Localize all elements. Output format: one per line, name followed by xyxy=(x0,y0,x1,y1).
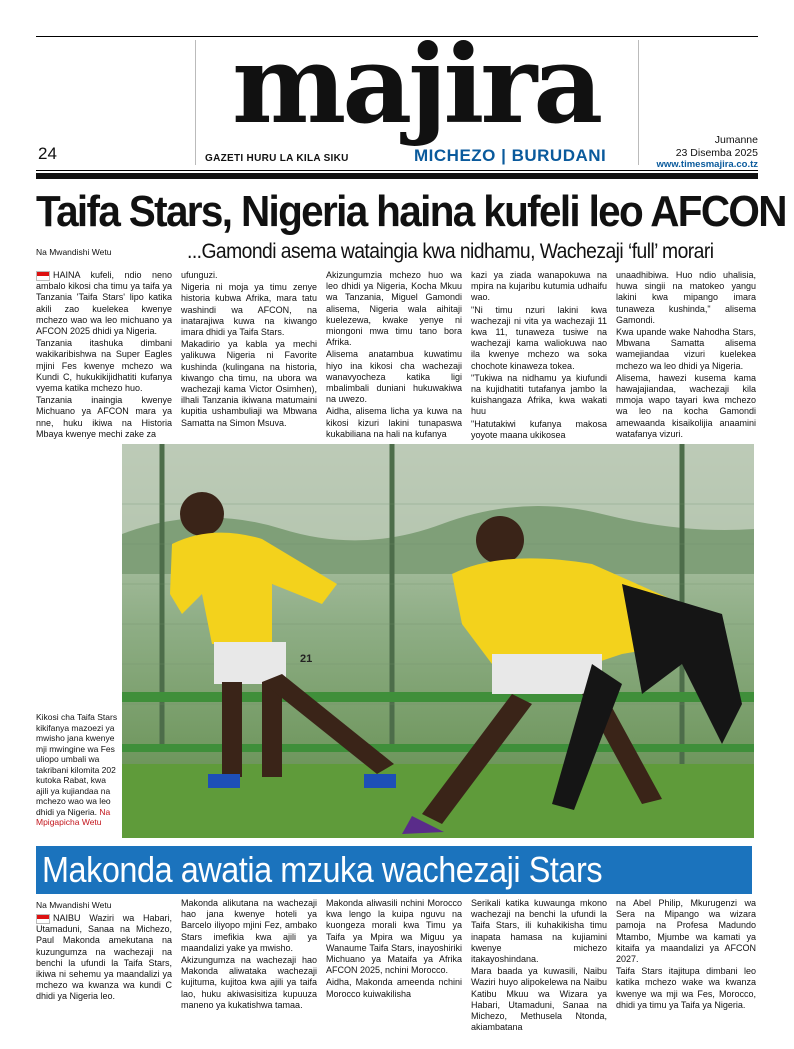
paragraph: Tanzania itashuka dimbani wakikaribishwa na Super Eagles mjini Fes kwenye mchezo wa Kundi C, hukukikijidhatiti kufanya vyema katika mchezo huo. xyxy=(36,338,172,394)
paragraph: Nigeria ni moja ya timu zenye historia kubwa Afrika, mara tatu washindi wa AFCON, na inatarajiwa kuwa na kiwango imara dhidi ya Taifa Stars. xyxy=(181,282,317,338)
shorts-number: 21 xyxy=(300,653,313,665)
story1-column-4 xyxy=(471,270,607,442)
masthead-divider-left xyxy=(195,40,196,165)
story1-subhead: ...Gamondi asema wataingia kwa nidhamu, Wachezaji ‘full’ morari xyxy=(187,240,714,263)
paragraph: kazi ya ziada wanapokuwa na mpira na kujaribu kutumia udhaifu wao. xyxy=(471,270,607,303)
story1-column-5 xyxy=(616,270,756,441)
tanzania-flag-icon xyxy=(36,271,50,281)
paragraph: Tanzania inaingia kwenye Michuano ya AFCON mara ya nne, huku ikiwa na Historia Mbaya kwenye mechi zake za xyxy=(36,395,172,439)
paragraph: ufunguzi. xyxy=(181,270,218,280)
training-photo xyxy=(122,444,754,838)
paragraph: Makonda alikutana na wachezaji hao jana kwenye hoteli ya Barcelo iliyopo mjini Fez, ambako Stars imefikia kwa ajili ya maandalizi yake ya mwisho. xyxy=(181,898,317,953)
caption-text: Kikosi cha Taifa Stars kikifanya mazoezi ya mwisho jana kwenye mji mwingine wa Fes uliopo umbali wa takribani kilomita 202 kutoka Rabat, kwa ajili ya kujiandaa na mchezo wao wa leo dhidi ya Nigeria. xyxy=(36,712,118,817)
story2-byline: Na Mwandishi Wetu xyxy=(36,900,112,910)
tanzania-flag-icon xyxy=(36,914,50,924)
story1-column-3 xyxy=(326,270,462,441)
paragraph: Kwa upande wake Nahodha Stars, Mbwana Samatta alisema wamejiandaa vizuri kuelekea mchezo wa leo dhidi ya Nigeria. xyxy=(616,327,756,371)
masthead-divider-right xyxy=(638,40,639,165)
paragraph: Akizungumzia mchezo huo wa leo dhidi ya Nigeria, Kocha Mkuu wa Tanzania, Miguel Gamondi alisema, Nigeria wala aihitaji kuelezewa, kwake yenye ni miongoni mwa timu tano bora Afrika. xyxy=(326,270,462,348)
paragraph: unaadhibiwa. Huo ndio uhalisia, huwa singii na matokeo yangu lakini kwa mipango imara tunaweza kushinda," alisema Gamondi. xyxy=(616,270,756,325)
paragraph: Makonda aliwasili nchini Morocco kwa lengo la kuipa nguvu na kuongeza morali kwa Timu ya Taifa ya Mpira wa Miguu ya Wanaume Taifa Stars, inayoshiriki Michuano ya Mataifa ya Afrika AFCON 2025, nchini Morocco. xyxy=(326,898,462,976)
story1-column-1 xyxy=(36,270,172,441)
paragraph: na Abel Philip, Mkurugenzi wa Sera na Mipango wa wizara pamoja na Profesa Madundo Mtambo, Mjumbe wa kamati ya kitaifa ya maandalizi ya AFCON 2027. xyxy=(616,898,756,965)
date-block xyxy=(656,134,758,172)
paragraph: "Hatutakiwi kufanya makosa yoyote maana ukikosea xyxy=(471,418,607,440)
story2-headline: Makonda awatia mzuka wachezaji Stars xyxy=(42,849,603,890)
photo-caption xyxy=(36,712,118,828)
issue-date: 23 Disemba 2025 xyxy=(675,146,758,159)
section-label: MICHEZO | BURUDANI xyxy=(414,146,607,165)
paragraph: Serikali katika kuwaunga mkono wachezaji na benchi la ufundi la Taifa Stars, ili kuhakikisha timu inapata hamasa na kujiamini kwenye michezo itakayoshindana. xyxy=(471,898,607,965)
paragraph: Akizungumza na wachezaji hao Makonda aliwataka wachezaji kujituma, kujitoa kwa ajili ya taifa lao, huku akiwasisitiza kupuuza maneno ya kukatishwa tamaa. xyxy=(181,955,317,1010)
issue-day: Jumanne xyxy=(714,134,758,146)
story2-column-3 xyxy=(326,898,462,1001)
story1-byline: Na Mwandishi Wetu xyxy=(36,247,112,257)
paragraph: Makadirio ya kabla ya mechi yalikuwa Nigeria ni Favorite kushinda (kulingana na historia, kiwango cha timu, na ubora wa wachezaji kama Victor Osimhen), ilhali Tanzania ikiwana matumaini kupitia ushambuliaji wa Mbwana Samatta na Simon Msuva. xyxy=(181,339,317,428)
paragraph: Alisema anatambua kuwatimu hiyo ina kikosi cha wachezaji wanavyocheza katika ligi mbalimbali duniani hukuwakiwa na uwezo. xyxy=(326,349,462,405)
story2-column-1 xyxy=(36,913,172,1004)
story1-headline: Taifa Stars, Nigeria haina kufeli leo AFCON xyxy=(36,187,786,236)
story1-column-2 xyxy=(181,270,317,430)
masthead-bar xyxy=(36,173,758,179)
paragraph: "Tukiwa na nidhamu ya kiufundi na kujidhatiti tutafanya jambo la kuishangaza Afrika, kwa wakati huu xyxy=(471,372,607,417)
paragraph: Aidha, alisema licha ya kuwa na kikosi kizuri lakini tunapaswa kukabiliana na hali na kufanya xyxy=(326,406,462,439)
paragraph: Taifa Stars itajitupa dimbani leo katika mchezo wake wa kwanza kwenye wa mji wa Fes, Morocco, dhidi ya timu ya Taifa ya Nigeria. xyxy=(616,966,756,1010)
tagline: GAZETI HURU LA KILA SIKU xyxy=(205,153,349,164)
paragraph: Alisema, hawezi kusema kama hawajajiandaa, wachezaji kila mmoja wapo tayari kwa mchezo wa leo na kocha Gamondi amewaanda kisaikolijia anaamini watafanya vizuri. xyxy=(616,372,756,439)
website-link[interactable]: www.timesmajira.co.tz xyxy=(656,159,758,170)
masthead-rule xyxy=(36,170,758,171)
paragraph: HAINA kufeli, ndio neno ambalo kikosi cha timu ya taifa ya Tanzania 'Taifa Stars' lipo katika akili zao kuelekea kwenye mchezo wao wa leo michuano ya AFCON 2025 dhidi ya Nigeria. xyxy=(36,270,172,337)
story2-column-4 xyxy=(471,898,607,1034)
story2-column-2 xyxy=(181,898,317,1012)
story2-column-5 xyxy=(616,898,756,1012)
logo: majira xyxy=(232,22,600,148)
paragraph: NAIBU Waziri wa Habari, Utamaduni, Sanaa na Michezo, Paul Makonda amekutana na kuzungumza na wachezaji na benchi la ufundi la Taifa Stars, ikiwa ni sehemu ya maandalizi ya mchezo wa kwanza wa kundi C dhidi ya Nigeria leo. xyxy=(36,913,172,1002)
paragraph: Mara baada ya kuwasili, Naibu Waziri huyo alipokelewa na Naibu Katibu Mkuu wa Wizara ya Habari, Utamaduni, Sanaa na Michezo, Methusela Ntonda, akiambatana xyxy=(471,966,607,1033)
page-number: 24 xyxy=(38,144,57,163)
photo-credit: Na Mpigapicha Wetu xyxy=(36,806,111,827)
paragraph: Aidha, Makonda ameenda nchini Morocco kuiwakilisha xyxy=(326,977,462,999)
paragraph: "Ni timu nzuri lakini kwa wachezaji ni vita ya wachezaji 11 kwa 11, tunaweza tusiwe na wachezaji kama waliokuwa nao ila kwenye mchezo wa soka chochote kinaweza tokea. xyxy=(471,304,607,371)
